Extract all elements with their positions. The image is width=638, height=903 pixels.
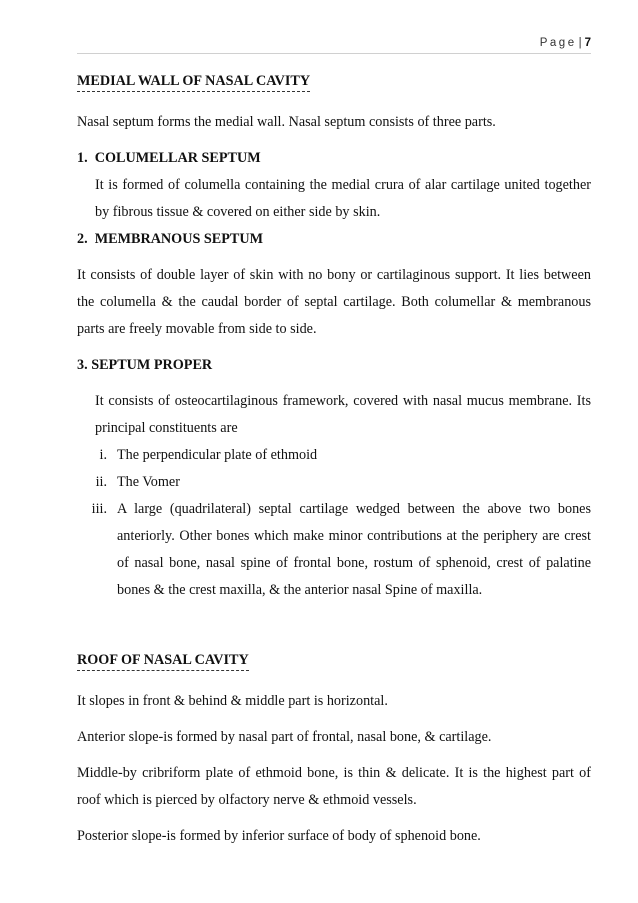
columellar-heading: 1. COLUMELLAR SEPTUM bbox=[77, 150, 261, 166]
roof-paragraph: Posterior slope-is formed by inferior surface of body of sphenoid bone. bbox=[77, 828, 481, 844]
section-medial-wall bbox=[77, 68, 591, 604]
list-item bbox=[77, 442, 591, 469]
list-marker: iii. bbox=[91, 501, 107, 517]
list-marker: i. bbox=[99, 447, 107, 463]
medial-wall-heading: MEDIAL WALL OF NASAL CAVITY bbox=[77, 72, 310, 92]
membranous-text: It consists of double layer of skin with no bony or cartilaginous support. It lies between the columella & the caudal border of septal cartilage. Both columellar & membranous parts are freely movable from side to side. bbox=[77, 267, 591, 337]
roof-paragraph: Anterior slope-is formed by nasal part of frontal, nasal bone, & cartilage. bbox=[77, 729, 492, 745]
roof-paragraph: Middle-by cribriform plate of ethmoid bone, is thin & delicate. It is the highest part of roof which is pierced by olfactory nerve & ethmoid vessels. bbox=[77, 765, 591, 808]
list-item bbox=[77, 469, 591, 496]
page-label: Page bbox=[539, 37, 577, 49]
list-item-text: The Vomer bbox=[117, 474, 180, 490]
list-marker: ii. bbox=[95, 474, 107, 490]
page-separator: | bbox=[578, 37, 582, 49]
page-number: 7 bbox=[584, 37, 591, 49]
header-divider bbox=[77, 53, 591, 54]
membranous-heading: 2. MEMBRANOUS SEPTUM bbox=[77, 231, 264, 247]
list-item bbox=[77, 496, 591, 604]
list-item-text: The perpendicular plate of ethmoid bbox=[117, 447, 318, 463]
septum-proper-heading: 3. SEPTUM PROPER bbox=[77, 357, 213, 373]
list-item-text: A large (quadrilateral) septal cartilage wedged between the above two bones anteriorly. Other bones which make minor contributions at the periphery are crest of nasal bone, nasal spine of frontal bone, rostum of sphenoid, crest of palatine bones & the crest maxilla, & the anterior nasal Spine of maxilla. bbox=[117, 501, 591, 598]
roof-paragraph: It slopes in front & behind & middle part is horizontal. bbox=[77, 693, 388, 709]
roof-heading: ROOF OF NASAL CAVITY bbox=[77, 651, 249, 671]
septum-proper-text: It consists of osteocartilaginous framework, covered with nasal mucus membrane. Its principal constituents are bbox=[95, 393, 591, 436]
columellar-text: It is formed of columella containing the medial crura of alar cartilage united together by fibrous tissue & covered on either side by skin. bbox=[95, 177, 591, 220]
page-header bbox=[540, 37, 591, 49]
medial-wall-intro: Nasal septum forms the medial wall. Nasal septum consists of three parts. bbox=[77, 114, 496, 130]
document-body bbox=[77, 68, 591, 850]
section-roof bbox=[77, 647, 591, 850]
